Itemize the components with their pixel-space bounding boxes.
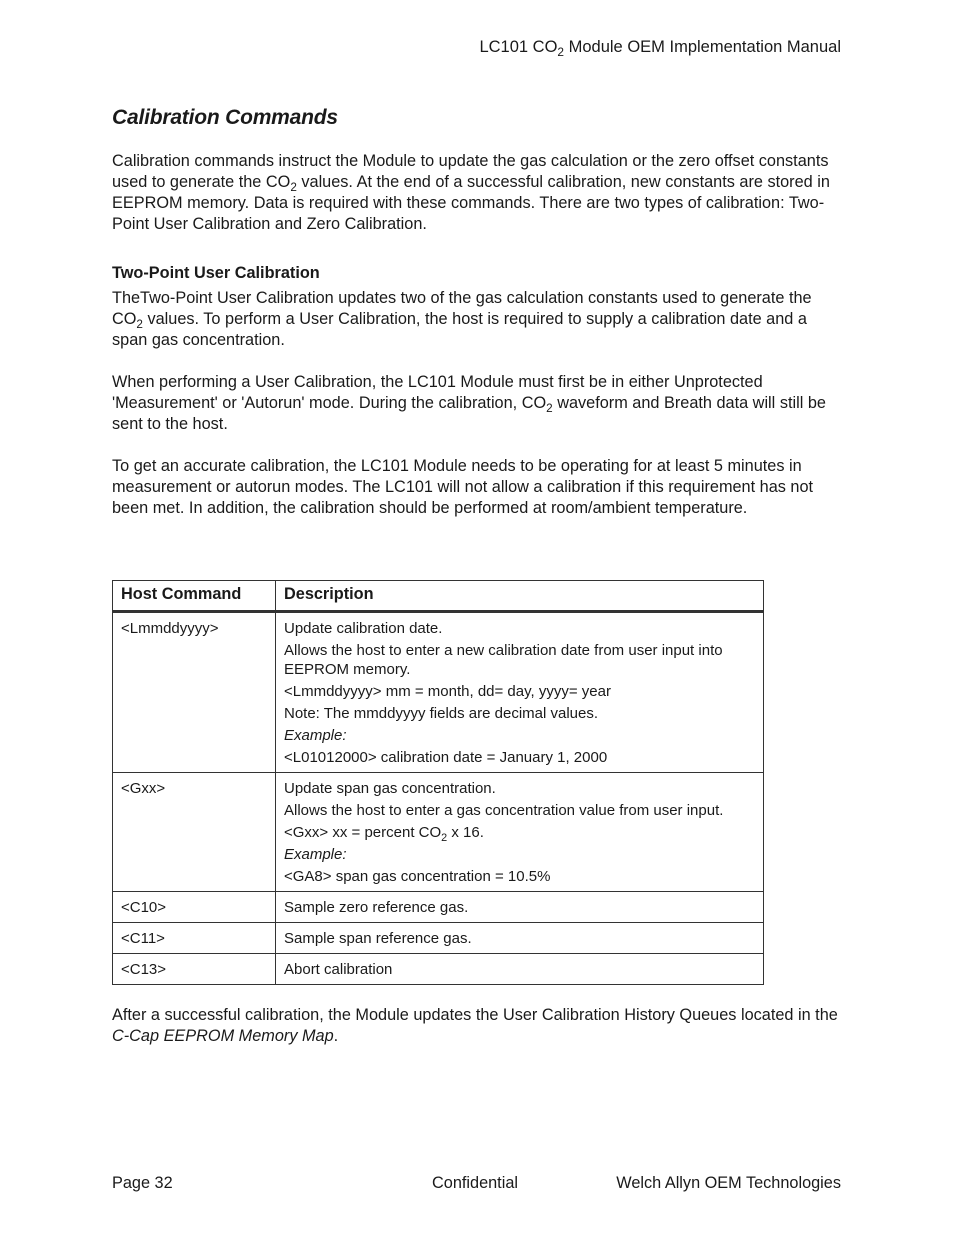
header-description: Description [276, 581, 764, 612]
two-point-heading: Two-Point User Calibration [112, 264, 320, 282]
confidential-label: Confidential [432, 1174, 518, 1192]
description-cell [276, 612, 764, 773]
section-title: Calibration Commands [112, 106, 338, 129]
two-point-paragraph-2 [112, 372, 842, 435]
table-row-span-gas [113, 773, 764, 892]
description-line: Update calibration date. [284, 620, 443, 637]
after-table-text: After a successful calibration, the Module updates the User Calibration History Queues located in the [112, 1006, 838, 1024]
description-line: Allows the host to enter a new calibration date from user input into EEPROM memory. [284, 642, 723, 678]
example-label: Example: [284, 727, 347, 744]
page-header [479, 37, 841, 60]
company-name: Welch Allyn OEM Technologies [616, 1174, 841, 1192]
calibration-command-table [112, 580, 764, 985]
co2-text: <Gxx> xx = percent CO [284, 824, 442, 841]
command-cell: <Gxx> [113, 773, 276, 892]
page-footer [112, 1173, 841, 1193]
tp1-text-1: TheTwo-Point User Calibration updates two of the gas calculation constants used to generate the CO [112, 289, 812, 328]
command-cell: <C10> [113, 892, 276, 923]
header-host-command: Host Command [113, 581, 276, 612]
table-row-date [113, 612, 764, 773]
page-number: Page 32 [112, 1174, 173, 1192]
intro-subscript: 2 [290, 181, 297, 195]
description-line: Note: The mmddyyyy fields are decimal values. [284, 705, 599, 722]
description-line: <GA8> span gas concentration = 10.5% [284, 868, 551, 885]
after-table-end: . [333, 1027, 339, 1045]
description-cell [276, 954, 764, 985]
description-line: Abort calibration [284, 961, 393, 978]
table-row-c10 [113, 892, 764, 923]
co2-suffix: x 16. [447, 824, 484, 841]
intro-text-2: values. At the end of a successful calibration, new constants are stored in EEPROM memory. Data is required with these commands. There are two types of calibration: Two-Point User Calibration and Zero Calibration. [112, 173, 830, 233]
command-cell: <C11> [113, 923, 276, 954]
example-label: Example: [284, 846, 347, 863]
tp1-subscript: 2 [136, 318, 143, 332]
command-cell: <Lmmddyyyy> [113, 612, 276, 773]
co2-subscript: 2 [441, 831, 448, 844]
description-line: Sample span reference gas. [284, 930, 472, 947]
description-line: Sample zero reference gas. [284, 899, 469, 916]
command-cell: <C13> [113, 954, 276, 985]
header-title-suffix: Module OEM Implementation Manual [564, 38, 841, 56]
two-point-paragraph-3: To get an accurate calibration, the LC101 Module needs to be operating for at least 5 minutes in measurement or autorun modes. The LC101 will not allow a calibration if this requirement has not been met. In addition, the calibration should be performed at room/ambient temperature. [112, 457, 814, 517]
description-line: <L01012000> calibration date = January 1, 2000 [284, 749, 608, 766]
header-title-subscript: 2 [557, 45, 565, 60]
description-line: Allows the host to enter a gas concentration value from user input. [284, 802, 724, 819]
tp1-text-2: values. To perform a User Calibration, the host is required to supply a calibration date and a span gas concentration. [112, 310, 807, 349]
description-cell [276, 773, 764, 892]
intro-text-1: Calibration commands instruct the Module to update the gas calculation or the zero offset constants used to generate the CO [112, 152, 829, 191]
tp2-text-1: When performing a User Calibration, the LC101 Module must first be in either Unprotected 'Measurement' or 'Autorun' mode. During the calibration, CO [112, 373, 763, 412]
description-line-co2 [284, 823, 755, 842]
header-title-prefix: LC101 CO [479, 38, 558, 56]
table-row-c13 [113, 954, 764, 985]
table-row-c11 [113, 923, 764, 954]
description-line: Update span gas concentration. [284, 780, 496, 797]
tp2-subscript: 2 [546, 402, 553, 416]
description-line: <Lmmddyyyy> mm = month, dd= day, yyyy= year [284, 683, 611, 700]
intro-paragraph [112, 151, 842, 235]
after-table-paragraph [112, 1005, 842, 1047]
table-header-row [113, 581, 764, 612]
tp2-text-2: waveform and Breath data will still be sent to the host. [112, 394, 826, 433]
two-point-paragraph-1 [112, 288, 842, 351]
description-cell [276, 923, 764, 954]
description-cell [276, 892, 764, 923]
memory-map-reference: C-Cap EEPROM Memory Map [112, 1027, 334, 1045]
